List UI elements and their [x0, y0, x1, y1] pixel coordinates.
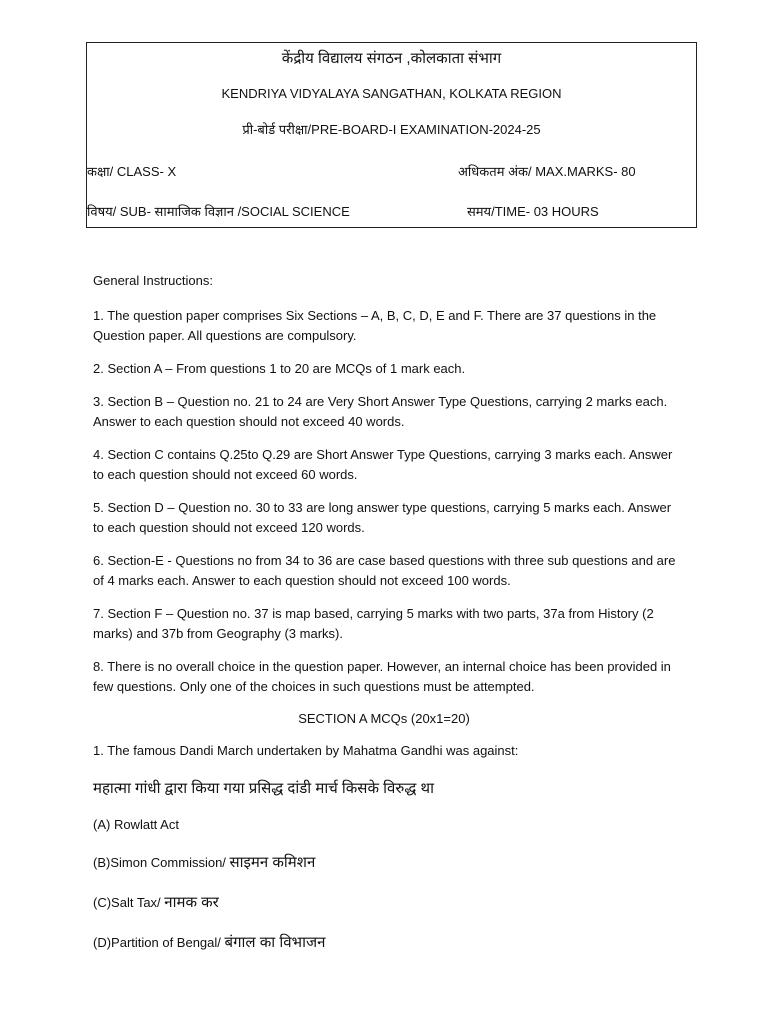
- instruction-item-7: 7. Section F – Question no. 37 is map based, carrying 5 marks with two parts, 37a from History (2 marks) and 37b from Geography (3 marks).: [93, 606, 654, 641]
- instruction-item-3: 3. Section B – Question no. 21 to 24 are Very Short Answer Type Questions, carrying 2 marks each. Answer to each question should not exceed 40 words.: [93, 394, 668, 429]
- instruction-item-4: 4. Section C contains Q.25to Q.29 are Short Answer Type Questions, carrying 3 marks each. Answer to each question should not exceed 60 words.: [93, 447, 673, 482]
- instruction-item-1: 1. The question paper comprises Six Sections – A, B, C, D, E and F. There are 37 questions in the Question paper. All questions are compulsory.: [93, 308, 657, 343]
- option-d-hindi: बंगाल का विभाजन: [224, 934, 326, 951]
- option-a: [93, 817, 179, 832]
- time-label: समय/TIME- 03 HOURS: [467, 204, 599, 219]
- exam-header-box: [86, 42, 697, 228]
- option-b-english: (B)Simon Commission/: [93, 855, 230, 870]
- instruction-item-5: 5. Section D – Question no. 30 to 33 are long answer type questions, carrying 5 marks each. Answer to each question should not exceed 120 words.: [93, 500, 672, 535]
- org-name-english: KENDRIYA VIDYALAYA SANGATHAN, KOLKATA REGION: [221, 86, 562, 101]
- section-a-title: SECTION A MCQs (20x1=20): [298, 711, 470, 726]
- option-b-hindi: साइमन कमिशन: [229, 854, 316, 871]
- max-marks-label: अधिकतम अंक/ MAX.MARKS- 80: [458, 164, 636, 179]
- question-1-hindi: महात्मा गांधी द्वारा किया गया प्रसिद्ध दांडी मार्च किसके विरुद्ध था: [93, 780, 434, 797]
- instructions-heading: General Instructions:: [93, 273, 213, 288]
- instruction-item-6: 6. Section-E - Questions no from 34 to 36 are case based questions with three sub questions and are of 4 marks each. Answer to each question should not exceed 100 words.: [93, 553, 676, 588]
- question-1-english: 1. The famous Dandi March undertaken by Mahatma Gandhi was against:: [93, 743, 519, 758]
- option-d: [93, 932, 325, 952]
- option-a-english: (A) Rowlatt Act: [93, 817, 179, 832]
- subject-label: विषय/ SUB- सामाजिक विज्ञान /SOCIAL SCIENCE: [87, 204, 350, 219]
- org-name-hindi: केंद्रीय विद्यालय संगठन ,कोलकाता संभाग: [281, 50, 502, 67]
- instruction-item-8: 8. There is no overall choice in the question paper. However, an internal choice has been provided in few questions. Only one of the choices in such questions must be attempted.: [93, 659, 671, 694]
- option-b: [93, 852, 315, 872]
- option-c-hindi: नामक कर: [164, 894, 219, 911]
- option-c: [93, 892, 219, 912]
- class-label: कक्षा/ CLASS- X: [87, 164, 177, 179]
- option-d-english: (D)Partition of Bengal/: [93, 935, 225, 950]
- option-c-english: (C)Salt Tax/: [93, 895, 165, 910]
- exam-title: प्री-बोर्ड परीक्षा/PRE-BOARD-I EXAMINATION-2024-25: [242, 122, 541, 137]
- instruction-item-2: 2. Section A – From questions 1 to 20 are MCQs of 1 mark each.: [93, 361, 466, 376]
